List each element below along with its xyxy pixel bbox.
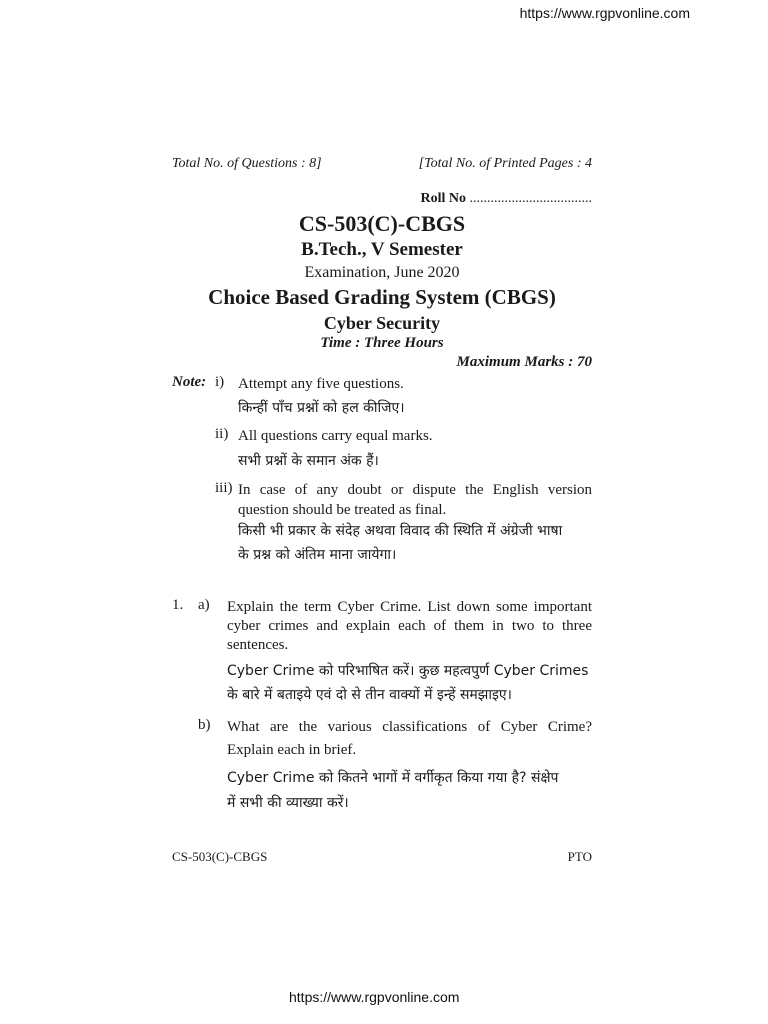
total-questions: Total No. of Questions : 8] (172, 156, 322, 171)
subject-title: Cyber Security (323, 313, 441, 333)
course-title: B.Tech., V Semester (301, 239, 463, 260)
site-url-top: https://www.rgpvonline.com (519, 5, 690, 21)
question-text-en: Explain the term Cyber Crime. List down some important (227, 599, 592, 615)
question-text-hi: में सभी की व्याख्या करें। (227, 795, 349, 811)
paper-code: CS-503(C)-CBGS (298, 211, 466, 236)
total-printed-pages: [Total No. of Printed Pages : 4 (418, 156, 592, 171)
question-text-en: cyber crimes and explain each of them in two to three (227, 618, 592, 634)
note-number: i) (215, 374, 225, 390)
footer-pto: PTO (567, 849, 592, 864)
question-text-en: sentences. (227, 637, 289, 653)
note-text-en: Attempt any five questions. (238, 376, 404, 392)
question-text-en: Explain each in brief. (227, 742, 357, 758)
roll-number-field (421, 191, 593, 207)
site-url-bottom: https://www.rgpvonline.com (289, 989, 460, 1005)
roll-dots: ................................... (469, 191, 592, 206)
note-text-hi: किसी भी प्रकार के संदेह अथवा विवाद की स्थिति में अंग्रेजी भाषा (238, 523, 563, 539)
question-text-hi: Cyber Crime को कितने भागों में वर्गीकृत किया गया है? संक्षेप (227, 770, 559, 786)
question-number: 1. (172, 597, 184, 613)
question-text-hi: के बारे में बताइये एवं दो से तीन वाक्यों में इन्हें समझाइए। (227, 687, 512, 703)
note-label: Note: (172, 374, 207, 390)
question-text-hi: Cyber Crime को परिभाषित करें। कुछ महत्वपुर्ण Cyber Crimes (227, 663, 589, 679)
note-text-hi: सभी प्रश्नों के समान अंक हैं। (238, 453, 379, 469)
footer-paper-code: CS-503(C)-CBGS (172, 849, 268, 864)
question-part-label: b) (198, 717, 211, 733)
note-text-en: question should be treated as final. (238, 502, 447, 518)
maximum-marks: Maximum Marks : 70 (456, 354, 592, 370)
note-number: iii) (215, 480, 233, 496)
note-number: ii) (215, 426, 229, 442)
note-text-en: In case of any doubt or dispute the English version (238, 482, 592, 498)
exam-session: Examination, June 2020 (304, 264, 460, 281)
question-text-en: What are the various classifications of Cyber Crime? (227, 719, 592, 735)
grading-system: Choice Based Grading System (CBGS) (208, 285, 556, 309)
exam-time: Time : Three Hours (320, 335, 444, 351)
note-text-en: All questions carry equal marks. (238, 428, 433, 444)
question-part-label: a) (198, 597, 210, 613)
note-text-hi: किन्हीं पाँच प्रश्नों को हल कीजिए। (238, 400, 405, 416)
note-text-hi: के प्रश्न को अंतिम माना जायेगा। (238, 547, 397, 563)
roll-label: Roll No (420, 191, 466, 206)
